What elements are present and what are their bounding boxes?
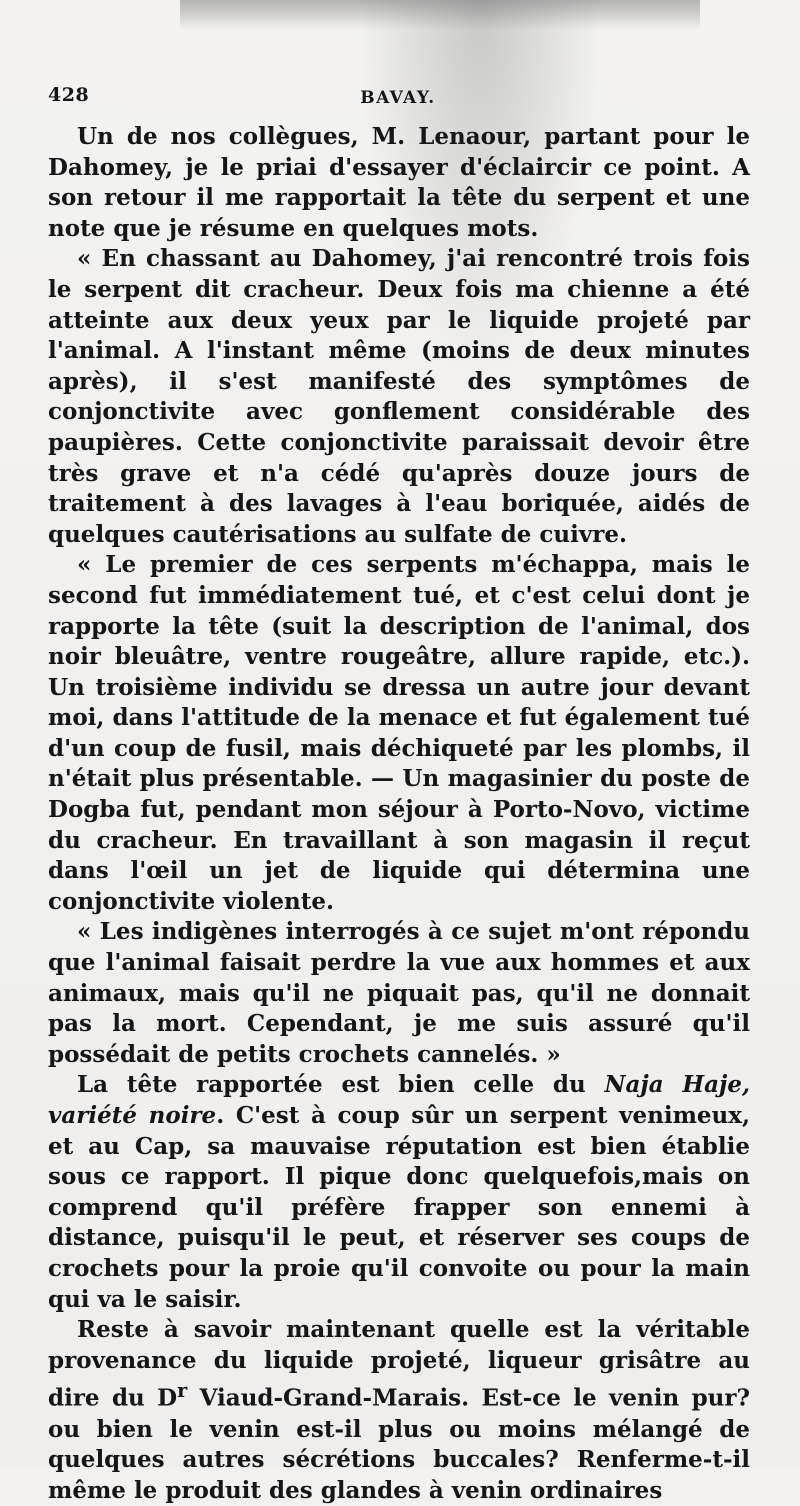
paragraph-5 (48, 1070, 750, 1315)
doctor-abbrev-superscript: r (177, 1379, 188, 1403)
paragraph-6-start: Reste à savoir maintenant quelle est la véritable provenance du liquide projeté, liqueur grisâtre au dire du D (48, 1316, 750, 1412)
paragraph-6-rest: Viaud-Grand-Marais. Est-ce le venin pur? ou bien le venin est-il plus ou moins mélangé de quelques autres sécrétions buccales? Renferme-t-il même le produit des glandes à venin ordinaires (48, 1385, 750, 1504)
paragraph-6 (48, 1315, 750, 1506)
running-head: BAVAY. (360, 88, 436, 108)
scan-shadow (180, 0, 700, 30)
paragraph-2: « En chassant au Dahomey, j'ai rencontré trois fois le serpent dit cracheur. Deux fois ma chienne a été atteinte aux deux yeux par le liquide projeté par l'animal. A l'instant même (moins de deux minutes après), il s'est manifesté des symptômes de conjonctivite avec gonflement considérable des paupières. Cette conjonctivite paraissait devoir être très grave et n'a cédé qu'après douze jours de traitement à des lavages à l'eau boriquée, aidés de quelques cautérisations au sulfate de cuivre. (48, 245, 750, 548)
page-header (48, 84, 748, 114)
paragraph-4: « Les indigènes interrogés à ce sujet m'ont répondu que l'animal faisait perdre la vue aux hommes et aux animaux, mais qu'il ne piquait pas, qu'il ne donnait pas la mort. Cependant, je me suis assuré qu'il possédait de petits crochets cannelés. » (48, 918, 750, 1068)
paragraph-5-rest: . C'est à coup sûr un serpent venimeux, et au Cap, sa mauvaise réputation est bien établie sous ce rapport. Il pique donc quelquefois,mais on comprend qu'il préfère frapper son ennemi à distance, puisqu'il le peut, et réserver ses coups de crochets pour la proie qu'il convoite ou pour la main qui va le saisir. (48, 1102, 750, 1313)
paragraph-1: Un de nos collègues, M. Lenaour, partant pour le Dahomey, je le priai d'essayer d'éclaircir ce point. A son retour il me rapportait la tête du serpent et une note que je résume en quelques mots. (48, 123, 750, 242)
species-name: Naja Haje, variété noire (48, 1071, 750, 1129)
body-text (48, 122, 750, 1506)
paragraph-3: « Le premier de ces serpents m'échappa, mais le second fut immédiatement tué, et c'est celui dont je rapporte la tête (suit la description de l'animal, dos noir bleuâtre, ventre rougeâtre, allure rapide, etc.). Un troisième individu se dressa un autre jour devant moi, dans l'attitude de la menace et fut également tué d'un coup de fusil, mais déchiqueté par les plombs, il n'était plus présentable. — Un magasinier du poste de Dogba fut, pendant mon séjour à Porto-Novo, victime du cracheur. En travaillant à son magasin il reçut dans l'œil un jet de liquide qui détermina une conjonctivite violente. (48, 551, 750, 915)
page-number: 428 (48, 84, 90, 106)
paragraph-5-start: La tête rapportée est bien celle du (77, 1071, 605, 1099)
